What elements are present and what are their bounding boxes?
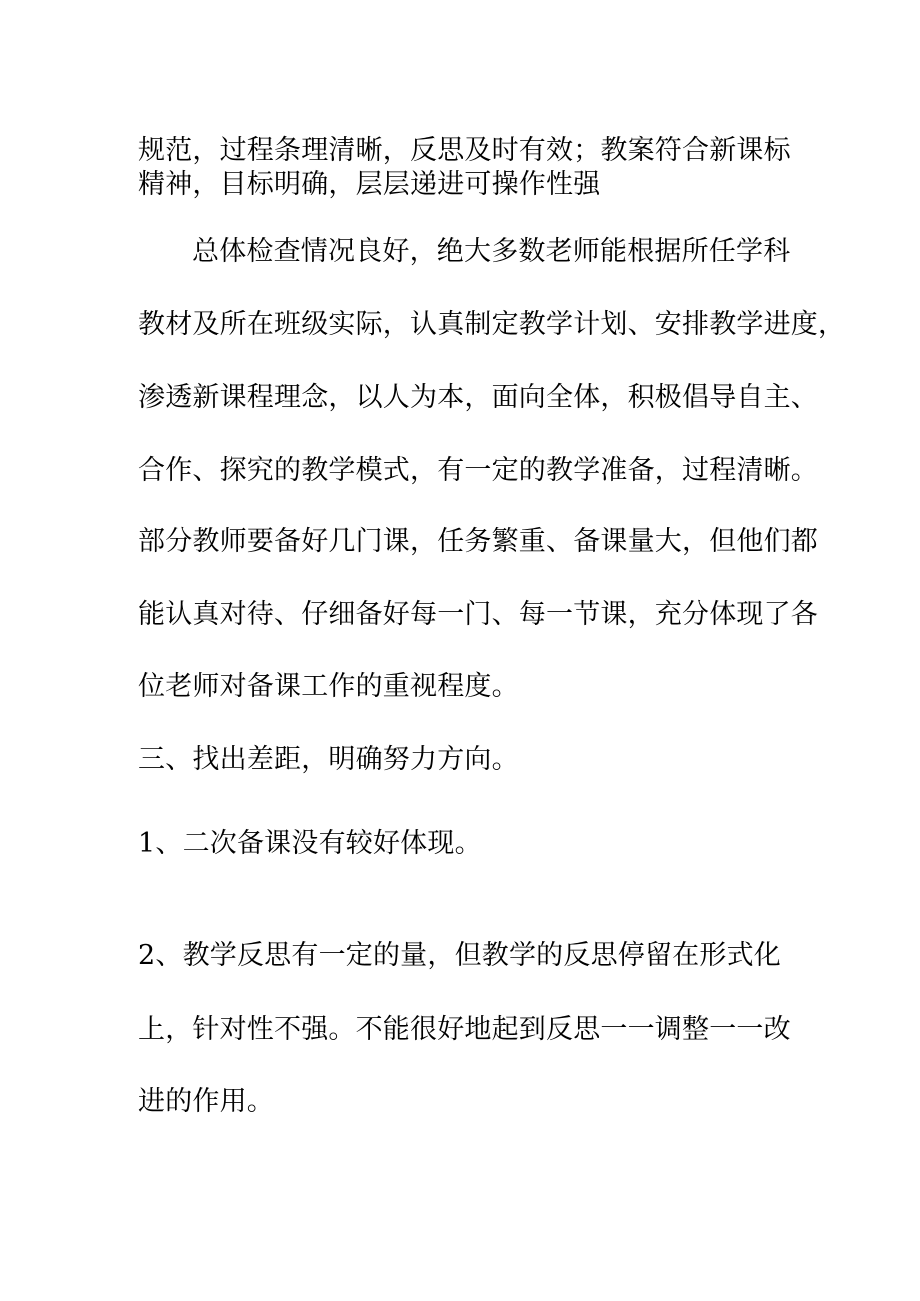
list-item-2-line-1: 2、教学反思有一定的量，但教学的反思停留在形式化 [138,940,781,971]
paragraph-line-6: 合作、探究的教学模式，有一定的教学准备，过程清晰。 [138,455,818,486]
paragraph-line-8: 能认真对待、仔细备好每一门、每一节课，充分体现了各 [138,599,818,630]
list-item-1: 1、二次备课没有较好体现。 [138,828,482,859]
paragraph-line-1: 规范，过程条理清晰，反思及时有效；教案符合新课标 [138,135,791,166]
paragraph-line-2: 精神，目标明确，层层递进可操作性强 [138,169,601,200]
paragraph-line-9: 位老师对备课工作的重视程度。 [138,671,519,702]
paragraph-line-5: 渗透新课程理念，以人为本，面向全体，积极倡导自主、 [138,382,818,413]
paragraph-line-4: 教材及所在班级实际，认真制定教学计划、安排教学进度， [138,309,846,340]
list-item-2-line-3: 进的作用。 [138,1086,274,1117]
paragraph-line-7: 部分教师要备好几门课，任务繁重、备课量大，但他们都 [138,526,818,557]
list-item-2-line-2: 上，针对性不强。不能很好地起到反思一一调整一一改 [138,1014,791,1045]
paragraph-line-3: 总体检查情况良好，绝大多数老师能根据所任学科 [192,236,791,267]
section-heading: 三、找出差距，明确努力方向。 [138,744,519,775]
